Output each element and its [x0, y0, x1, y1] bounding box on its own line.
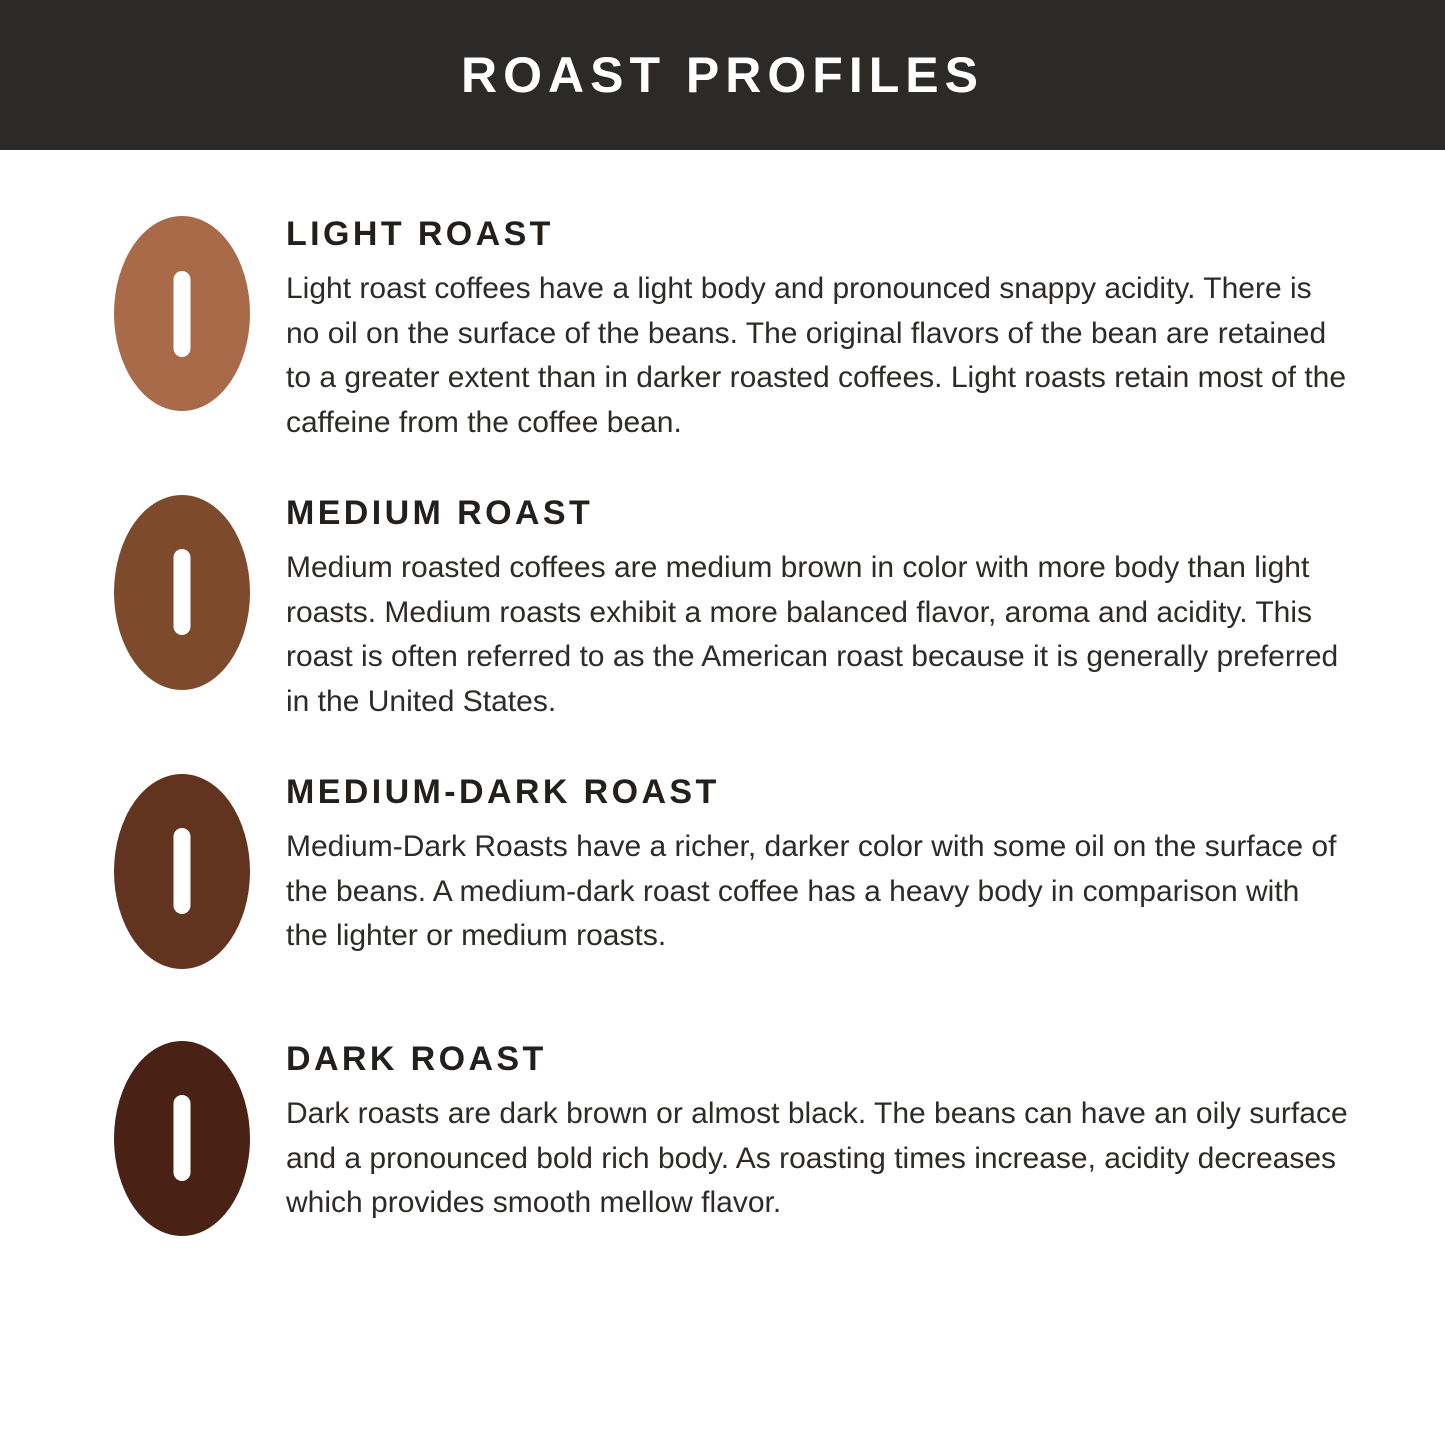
- roast-title-medium-dark: MEDIUM-DARK ROAST: [286, 772, 720, 811]
- roast-title-dark: DARK ROAST: [286, 1039, 547, 1078]
- bean-icon-wrapper-medium-dark: [88, 770, 276, 969]
- bean-slit: [174, 549, 191, 635]
- roast-description-dark: Dark roasts are dark brown or almost black. The beans can have an oily surface and a pronounced bold rich body. As roasting times increase, acidity decreases which provides smooth mellow flavor.: [286, 1097, 1348, 1220]
- roast-title-light: LIGHT ROAST: [286, 215, 554, 253]
- page-title: ROAST PROFILES: [461, 47, 984, 103]
- roast-item-medium-dark: [88, 770, 1349, 969]
- bean-icon-wrapper-medium: [88, 491, 276, 690]
- coffee-bean-icon: [114, 1041, 250, 1236]
- bean-slit: [174, 271, 191, 357]
- roast-item-light: [88, 212, 1349, 445]
- bean-icon-wrapper-light: [88, 212, 276, 411]
- roast-text-medium-dark: [276, 770, 1349, 959]
- roast-item-dark: [88, 1037, 1349, 1236]
- roast-text-light: [276, 212, 1349, 445]
- roast-list: [0, 150, 1445, 1236]
- roast-description-medium-dark: Medium-Dark Roasts have a richer, darker color with some oil on the surface of the beans. A medium-dark roast coffee has a heavy body in comparison with the lighter or medium roasts.: [286, 830, 1337, 953]
- coffee-bean-icon: [114, 774, 250, 969]
- page-header: [0, 0, 1445, 150]
- coffee-bean-icon: [114, 495, 250, 690]
- bean-icon-wrapper-dark: [88, 1037, 276, 1236]
- roast-item-medium: [88, 491, 1349, 724]
- bean-slit: [174, 828, 191, 914]
- roast-text-medium: [276, 491, 1349, 724]
- coffee-bean-icon: [114, 216, 250, 411]
- roast-text-dark: [276, 1037, 1349, 1226]
- bean-slit: [174, 1095, 191, 1181]
- roast-description-medium: Medium roasted coffees are medium brown in color with more body than light roasts. Medium roasts exhibit a more balanced flavor, aroma and acidity. This roast is often referred to as the American roast because it is generally preferred in the United States.: [286, 551, 1339, 718]
- roast-title-medium: MEDIUM ROAST: [286, 493, 594, 532]
- roast-description-light: Light roast coffees have a light body and pronounced snappy acidity. There is no oil on the surface of the beans. The original flavors of the bean are retained to a greater extent than in darker roasted coffees. Light roasts retain most of the caffeine from the coffee bean.: [286, 272, 1347, 439]
